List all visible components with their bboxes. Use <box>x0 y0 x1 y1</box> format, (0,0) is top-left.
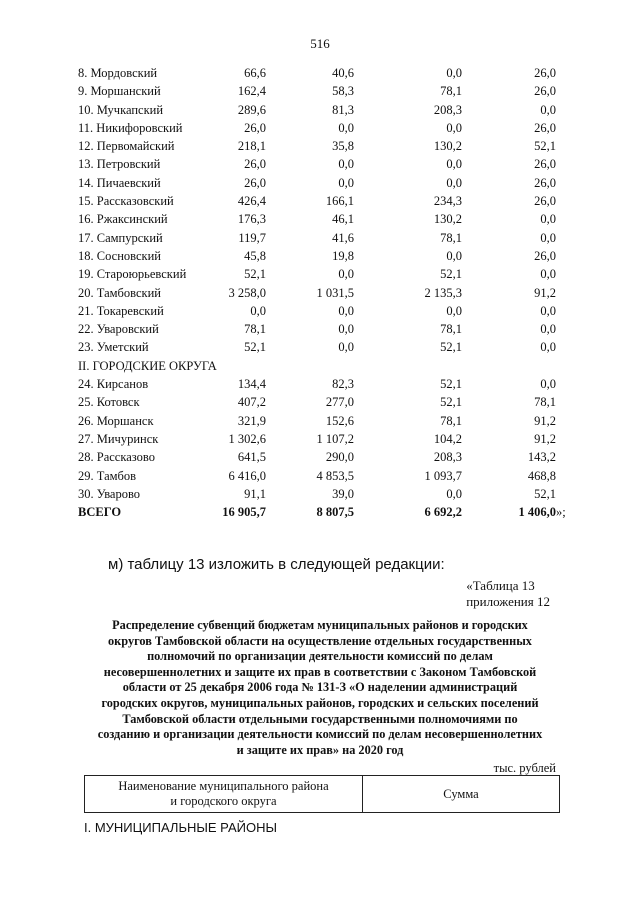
total-closing-quote: »; <box>556 505 566 520</box>
row-value-3: 0,0 <box>446 66 462 80</box>
subsidy-table <box>0 66 640 523</box>
row-name: 27. Мичуринск <box>78 431 159 446</box>
row-value-2: 40,6 <box>332 66 354 80</box>
row-value-2: 35,8 <box>332 139 354 154</box>
row-value-2: 166,1 <box>325 194 354 209</box>
row-value-4: 26,0 <box>534 84 556 99</box>
row-value-1: 407,2 <box>237 395 266 410</box>
row-name: 24. Кирсанов <box>78 377 149 392</box>
row-value-3: 0,0 <box>446 157 462 172</box>
table-row <box>0 377 640 395</box>
row-value-3: 2 135,3 <box>424 285 462 300</box>
row-value-3: 78,1 <box>440 322 462 337</box>
table-row <box>0 231 640 249</box>
row-value-4: 91,2 <box>534 413 556 428</box>
column-header-name <box>85 776 363 812</box>
row-value-2: 81,3 <box>332 102 354 117</box>
row-name: 22. Уваровский <box>78 322 159 337</box>
table-row <box>0 84 640 102</box>
row-name: 10. Мучкапский <box>78 102 164 117</box>
row-value-2: 41,6 <box>332 230 354 245</box>
row-value-3: 104,2 <box>433 431 462 446</box>
section-header-row <box>0 359 640 377</box>
row-value-3: 78,1 <box>440 84 462 99</box>
table-row <box>0 103 640 121</box>
row-value-4: 26,0 <box>534 194 556 209</box>
units-label: тыс. рублей <box>493 761 556 775</box>
row-name: 18. Сосновский <box>78 248 161 263</box>
row-value-2: 277,0 <box>325 395 354 410</box>
row-value-3: 234,3 <box>433 194 462 209</box>
row-value-4: 0,0 <box>540 322 556 337</box>
section-i-title: I. МУНИЦИПАЛЬНЫЕ РАЙОНЫ <box>84 820 277 835</box>
row-value-1: 66,6 <box>244 66 266 80</box>
row-value-2: 58,3 <box>332 84 354 99</box>
row-value-1: 134,4 <box>237 377 266 392</box>
row-value-4: 0,0 <box>540 340 556 355</box>
row-value-3: 52,1 <box>440 267 462 282</box>
row-name: 21. Токаревский <box>78 303 164 318</box>
table-row <box>0 450 640 468</box>
total-value-3: 6 692,2 <box>424 505 462 520</box>
row-value-1: 3 258,0 <box>228 285 266 300</box>
total-label: ВСЕГО <box>78 505 122 520</box>
row-value-3: 0,0 <box>446 120 462 135</box>
row-value-4: 0,0 <box>540 212 556 227</box>
row-value-2: 0,0 <box>338 157 354 172</box>
row-value-2: 46,1 <box>332 212 354 227</box>
row-value-1: 119,7 <box>238 230 266 245</box>
row-value-1: 26,0 <box>244 120 266 135</box>
row-value-3: 52,1 <box>440 377 462 392</box>
row-value-1: 289,6 <box>237 102 266 117</box>
row-value-3: 0,0 <box>446 248 462 263</box>
table-row <box>0 340 640 358</box>
row-value-3: 78,1 <box>440 230 462 245</box>
row-value-4: 0,0 <box>540 267 556 282</box>
table-row <box>0 432 640 450</box>
row-value-2: 0,0 <box>338 322 354 337</box>
row-value-2: 0,0 <box>338 267 354 282</box>
row-value-1: 45,8 <box>244 248 266 263</box>
row-value-4: 78,1 <box>534 395 556 410</box>
row-value-1: 52,1 <box>244 267 266 282</box>
row-value-1: 78,1 <box>244 322 266 337</box>
row-value-4: 468,8 <box>527 468 556 483</box>
column-header-name-line2: и городского округа <box>170 794 277 808</box>
row-value-3: 52,1 <box>440 395 462 410</box>
table-row <box>0 194 640 212</box>
row-name: 14. Пичаевский <box>78 175 161 190</box>
table-row <box>0 286 640 304</box>
total-value-1: 16 905,7 <box>222 505 266 520</box>
row-value-2: 82,3 <box>332 377 354 392</box>
row-value-1: 218,1 <box>237 139 266 154</box>
row-name: 28. Рассказово <box>78 450 155 465</box>
row-value-1: 52,1 <box>244 340 266 355</box>
table-row <box>0 395 640 413</box>
table-row <box>0 139 640 157</box>
row-value-2: 0,0 <box>338 340 354 355</box>
row-value-4: 143,2 <box>527 450 556 465</box>
new-table-header <box>84 775 560 813</box>
row-value-2: 19,8 <box>332 248 354 263</box>
table-row <box>0 267 640 285</box>
total-row <box>0 505 640 523</box>
row-value-1: 6 416,0 <box>228 468 266 483</box>
row-value-2: 4 853,5 <box>316 468 354 483</box>
row-value-1: 641,5 <box>237 450 266 465</box>
row-value-4: 0,0 <box>540 102 556 117</box>
table-row <box>0 322 640 340</box>
table-row <box>0 249 640 267</box>
row-value-3: 0,0 <box>446 175 462 190</box>
row-value-2: 290,0 <box>325 450 354 465</box>
table-row <box>0 487 640 505</box>
page-number: 516 <box>310 36 330 51</box>
table-row <box>0 469 640 487</box>
row-name: 23. Уметский <box>78 340 149 355</box>
section-ii-title: II. ГОРОДСКИЕ ОКРУГА <box>78 358 217 373</box>
table-heading: Распределение субвенций бюджетам муниципальных районов и городских округов Тамбовской области на осуществление отдельных государственных полномочий по организации деятельности комиссий по делам несовершеннолетних и защите их прав в соответствии с Законом Тамбовской области от 25 декабря 2006 года № 131-З «О наделении администраций городских округов, муниципальных районов, городских и сельских поселений Тамбовской области отдельными государственными полномочиями по созданию и организации деятельности комиссий по делам несовершеннолетних и защите их прав» на 2020 год <box>97 618 543 757</box>
row-value-3: 208,3 <box>433 102 462 117</box>
row-name: 8. Мордовский <box>78 66 158 80</box>
row-name: 16. Ржаксинский <box>78 212 168 227</box>
row-value-3: 1 093,7 <box>424 468 462 483</box>
row-value-4: 26,0 <box>534 175 556 190</box>
table-row <box>0 66 640 84</box>
table-row <box>0 304 640 322</box>
column-header-name-line1: Наименование муниципального района <box>118 779 329 793</box>
table-row <box>0 121 640 139</box>
row-value-2: 0,0 <box>338 175 354 190</box>
column-header-sum: Сумма <box>443 786 479 801</box>
row-value-2: 152,6 <box>325 413 354 428</box>
table-row <box>0 176 640 194</box>
row-value-4: 26,0 <box>534 248 556 263</box>
row-value-4: 26,0 <box>534 120 556 135</box>
row-value-2: 39,0 <box>332 486 354 501</box>
row-value-4: 91,2 <box>534 285 556 300</box>
row-name: 17. Сампурский <box>78 230 163 245</box>
row-value-1: 0,0 <box>250 303 266 318</box>
row-value-3: 52,1 <box>440 340 462 355</box>
row-name: 25. Котовск <box>78 395 140 410</box>
row-name: 12. Первомайский <box>78 139 175 154</box>
table-ref-line2: приложения 12 <box>466 594 550 609</box>
row-value-4: 52,1 <box>534 139 556 154</box>
total-value-4: 1 406,0 <box>518 505 556 520</box>
row-value-1: 176,3 <box>237 212 266 227</box>
row-value-1: 91,1 <box>244 486 266 501</box>
row-value-2: 0,0 <box>338 120 354 135</box>
row-name: 30. Уварово <box>78 486 141 501</box>
row-name: 29. Тамбов <box>78 468 137 483</box>
table-row <box>0 157 640 175</box>
total-value-2: 8 807,5 <box>316 505 354 520</box>
instruction-text: м) таблицу 13 изложить в следующей редакции: <box>108 556 445 573</box>
row-name: 13. Петровский <box>78 157 161 172</box>
row-value-2: 1 107,2 <box>316 431 354 446</box>
row-value-1: 1 302,6 <box>228 431 266 446</box>
row-value-4: 0,0 <box>540 230 556 245</box>
row-value-2: 1 031,5 <box>316 285 354 300</box>
row-value-3: 0,0 <box>446 303 462 318</box>
table-row <box>0 414 640 432</box>
row-value-4: 26,0 <box>534 66 556 80</box>
row-name: 19. Староюрьевский <box>78 267 187 282</box>
row-value-3: 130,2 <box>433 139 462 154</box>
row-value-1: 321,9 <box>237 413 266 428</box>
row-value-1: 162,4 <box>237 84 266 99</box>
table-reference <box>466 578 550 610</box>
row-value-1: 426,4 <box>237 194 266 209</box>
row-value-1: 26,0 <box>244 157 266 172</box>
row-value-1: 26,0 <box>244 175 266 190</box>
row-value-3: 130,2 <box>433 212 462 227</box>
row-value-4: 0,0 <box>540 303 556 318</box>
row-value-4: 52,1 <box>534 486 556 501</box>
row-name: 9. Моршанский <box>78 84 161 99</box>
row-name: 20. Тамбовский <box>78 285 161 300</box>
row-value-3: 208,3 <box>433 450 462 465</box>
row-name: 15. Рассказовский <box>78 194 174 209</box>
row-value-4: 91,2 <box>534 431 556 446</box>
table-row <box>0 212 640 230</box>
row-name: 26. Моршанск <box>78 413 154 428</box>
row-value-2: 0,0 <box>338 303 354 318</box>
table-ref-line1: «Таблица 13 <box>466 578 535 593</box>
row-value-4: 0,0 <box>540 377 556 392</box>
row-value-4: 26,0 <box>534 157 556 172</box>
row-name: 11. Никифоровский <box>78 120 183 135</box>
row-value-3: 78,1 <box>440 413 462 428</box>
row-value-3: 0,0 <box>446 486 462 501</box>
